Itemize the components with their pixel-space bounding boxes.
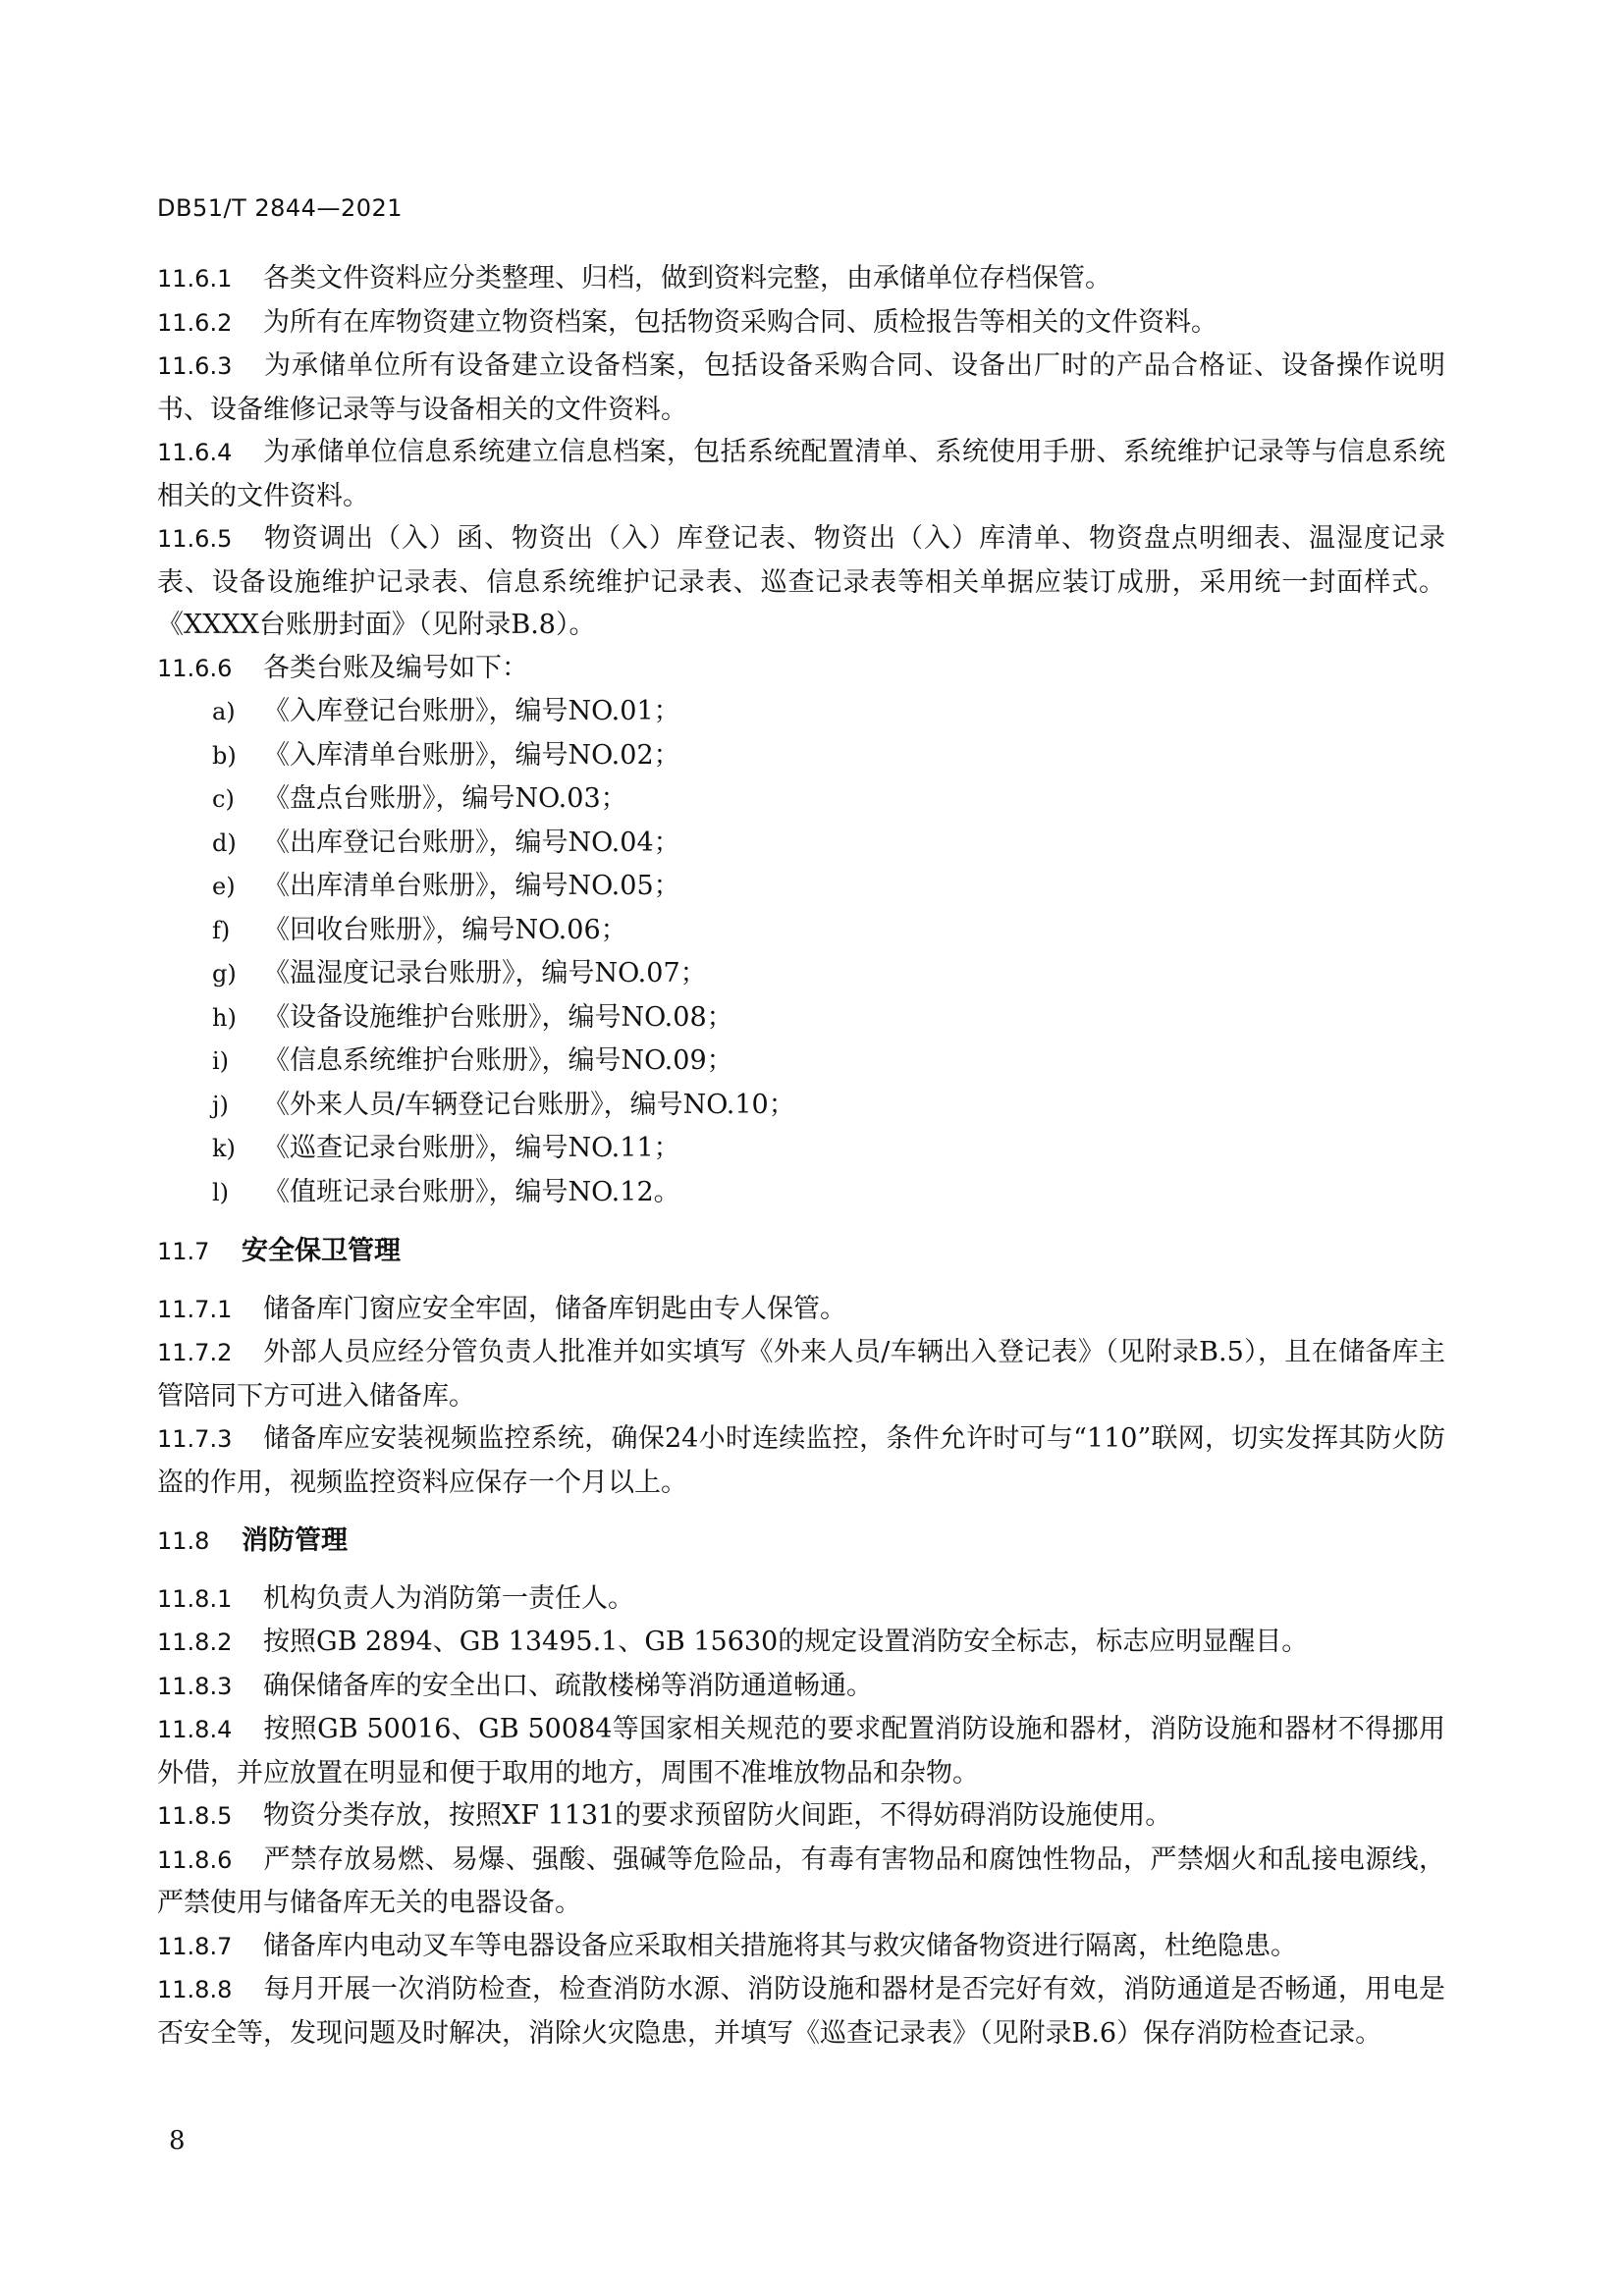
clause-text: 各类文件资料应分类整理、归档，做到资料完整，由承储单位存档保管。 [263, 263, 1111, 294]
list-label: e) [212, 873, 236, 900]
clause-11-8-2 [157, 1621, 1445, 1665]
list-item [157, 952, 1445, 996]
clause-11-6-4 [157, 431, 1445, 517]
list-text: 《巡查记录台账册》，编号NO.11； [263, 1133, 680, 1163]
list-item [157, 777, 1445, 822]
clause-number: 11.8.1 [157, 1584, 233, 1613]
clause-11-6-1 [157, 257, 1445, 301]
clause-11-6-2 [157, 301, 1445, 346]
clause-number: 11.6.4 [157, 439, 233, 466]
clause-text: 物资调出（入）函、物资出（入）库登记表、物资出（入）库清单、物资盘点明细表、温湿度记录表、设备设施维护记录表、信息系统维护记录表、巡查记录表等相关单据应装订成册，采用统一封面样式。《XXXX台账册封面》（见附录B.8）。 [157, 523, 1445, 640]
list-label: b) [212, 741, 237, 770]
list-item [157, 1127, 1445, 1171]
clause-text: 为承储单位信息系统建立信息档案，包括系统配置清单、系统使用手册、系统维护记录等与信息系统相关的文件资料。 [157, 437, 1445, 511]
list-label: f) [212, 916, 231, 944]
list-text: 《入库清单台账册》，编号NO.02； [263, 739, 680, 771]
clause-number: 11.6.1 [157, 265, 233, 293]
list-item [157, 1084, 1445, 1128]
clause-text: 机构负责人为消防第一责任人。 [263, 1582, 634, 1614]
section-title: 安全保卫管理 [242, 1236, 401, 1266]
list-text: 《入库登记台账册》，编号NO.01； [263, 696, 680, 726]
clause-text: 储备库内电动叉车等电器设备应采取相关措施将其与救灾储备物资进行隔离，杜绝隐患。 [263, 1930, 1297, 1961]
ledger-list [157, 690, 1445, 1214]
clause-11-6-3 [157, 345, 1445, 431]
clause-number: 11.8.5 [157, 1802, 233, 1830]
list-text: 《出库清单台账册》，编号NO.05； [263, 871, 680, 901]
clause-number: 11.7.3 [157, 1425, 233, 1453]
clause-text: 按照GB 2894、GB 13495.1、GB 15630的规定设置消防安全标志，标志应明显醒目。 [263, 1627, 1309, 1657]
clause-text: 严禁存放易燃、易爆、强酸、强碱等危险品，有毒有害物品和腐蚀性物品，严禁烟火和乱接电源线，严禁使用与储备库无关的电器设备。 [157, 1843, 1445, 1918]
list-label: c) [212, 785, 235, 813]
clause-number: 11.8.4 [157, 1716, 233, 1743]
clause-text: 储备库应安装视频监控系统，确保24小时连续监控，条件允许时可与“110”联网，切实发挥其防火防盗的作用，视频监控资料应保存一个月以上。 [157, 1423, 1445, 1498]
clause-11-8-6 [157, 1839, 1445, 1925]
clause-11-8-4 [157, 1708, 1445, 1794]
clause-11-8-3 [157, 1665, 1445, 1709]
clause-number: 11.8.7 [157, 1932, 233, 1960]
list-text: 《设备设施维护台账册》，编号NO.08； [263, 1001, 733, 1033]
document-body [157, 257, 1445, 2055]
list-text: 《信息系统维护台账册》，编号NO.09； [263, 1045, 733, 1076]
clause-number: 11.8.6 [157, 1845, 233, 1874]
section-title: 消防管理 [242, 1525, 348, 1556]
clause-number: 11.8.2 [157, 1629, 233, 1656]
clause-11-6-6 [157, 647, 1445, 691]
list-item [157, 1040, 1445, 1084]
section-heading-11-8 [157, 1520, 1445, 1564]
clause-text: 各类台账及编号如下： [263, 652, 528, 683]
document-id-header: DB51/T 2844—2021 [157, 194, 404, 222]
clause-11-7-2 [157, 1331, 1445, 1417]
page-number: 8 [169, 2126, 186, 2156]
section-number: 11.8 [157, 1527, 210, 1555]
clause-11-7-1 [157, 1288, 1445, 1332]
list-item [157, 734, 1445, 778]
clause-number: 11.7.2 [157, 1339, 233, 1366]
list-item [157, 690, 1445, 734]
clause-text: 每月开展一次消防检查，检查消防水源、消防设施和器材是否完好有效，消防通道是否畅通，用电是否安全等，发现问题及时解决，消除火灾隐患，并填写《巡查记录表》（见附录B.6）保存消防检查记录。 [157, 1974, 1445, 2049]
clause-11-8-7 [157, 1925, 1445, 1969]
clause-number: 11.8.3 [157, 1672, 233, 1700]
clause-text: 确保储备库的安全出口、疏散楼梯等消防通道畅通。 [263, 1670, 873, 1701]
clause-11-8-5 [157, 1794, 1445, 1839]
list-label: a) [212, 698, 236, 725]
section-number: 11.7 [157, 1238, 210, 1265]
clause-number: 11.6.2 [157, 308, 233, 337]
clause-text: 储备库门窗应安全牢固，储备库钥匙由专人保管。 [263, 1293, 846, 1324]
list-label: i) [212, 1047, 230, 1075]
list-label: j) [212, 1091, 229, 1119]
list-item [157, 865, 1445, 909]
clause-number: 11.6.3 [157, 352, 233, 380]
clause-text: 为承储单位所有设备建立设备档案，包括设备采购合同、设备出厂时的产品合格证、设备操作说明书、设备维修记录等与设备相关的文件资料。 [157, 350, 1445, 425]
list-text: 《值班记录台账册》，编号NO.12。 [263, 1176, 680, 1207]
list-text: 《回收台账册》，编号NO.06； [263, 914, 627, 945]
list-item [157, 996, 1445, 1041]
clause-11-8-1 [157, 1577, 1445, 1622]
list-label: d) [212, 828, 237, 857]
clause-11-8-8 [157, 1968, 1445, 2055]
list-item [157, 909, 1445, 953]
list-label: g) [212, 960, 237, 988]
section-heading-11-7 [157, 1230, 1445, 1274]
clause-number: 11.7.1 [157, 1295, 233, 1323]
clause-text: 按照GB 50016、GB 50084等国家相关规范的要求配置消防设施和器材，消防设施和器材不得挪用外借，并应放置在明显和便于取用的地方，周围不准堆放物品和杂物。 [157, 1714, 1445, 1789]
clause-text: 物资分类存放，按照XF 1131的要求预留防火间距，不得妨碍消防设施使用。 [263, 1800, 1172, 1831]
clause-11-6-5 [157, 517, 1445, 647]
list-label: l) [212, 1178, 230, 1206]
list-item [157, 822, 1445, 866]
list-text: 《温湿度记录台账册》，编号NO.07； [263, 958, 707, 988]
list-item [157, 1171, 1445, 1215]
list-label: h) [212, 1003, 237, 1032]
clause-number: 11.8.8 [157, 1976, 233, 2003]
clause-text: 为所有在库物资建立物资档案，包括物资采购合同、质检报告等相关的文件资料。 [263, 306, 1218, 338]
clause-number: 11.6.6 [157, 654, 233, 682]
list-text: 《外来人员/车辆登记台账册》，编号NO.10； [263, 1089, 795, 1120]
clause-number: 11.6.5 [157, 525, 233, 553]
list-text: 《盘点台账册》，编号NO.03； [263, 783, 627, 814]
clause-text: 外部人员应经分管负责人批准并如实填写《外来人员/车辆出入登记表》（见附录B.5），且在储备库主管陪同下方可进入储备库。 [157, 1337, 1445, 1412]
list-text: 《出库登记台账册》，编号NO.04； [263, 827, 680, 858]
clause-11-7-3 [157, 1417, 1445, 1504]
list-label: k) [212, 1135, 236, 1162]
